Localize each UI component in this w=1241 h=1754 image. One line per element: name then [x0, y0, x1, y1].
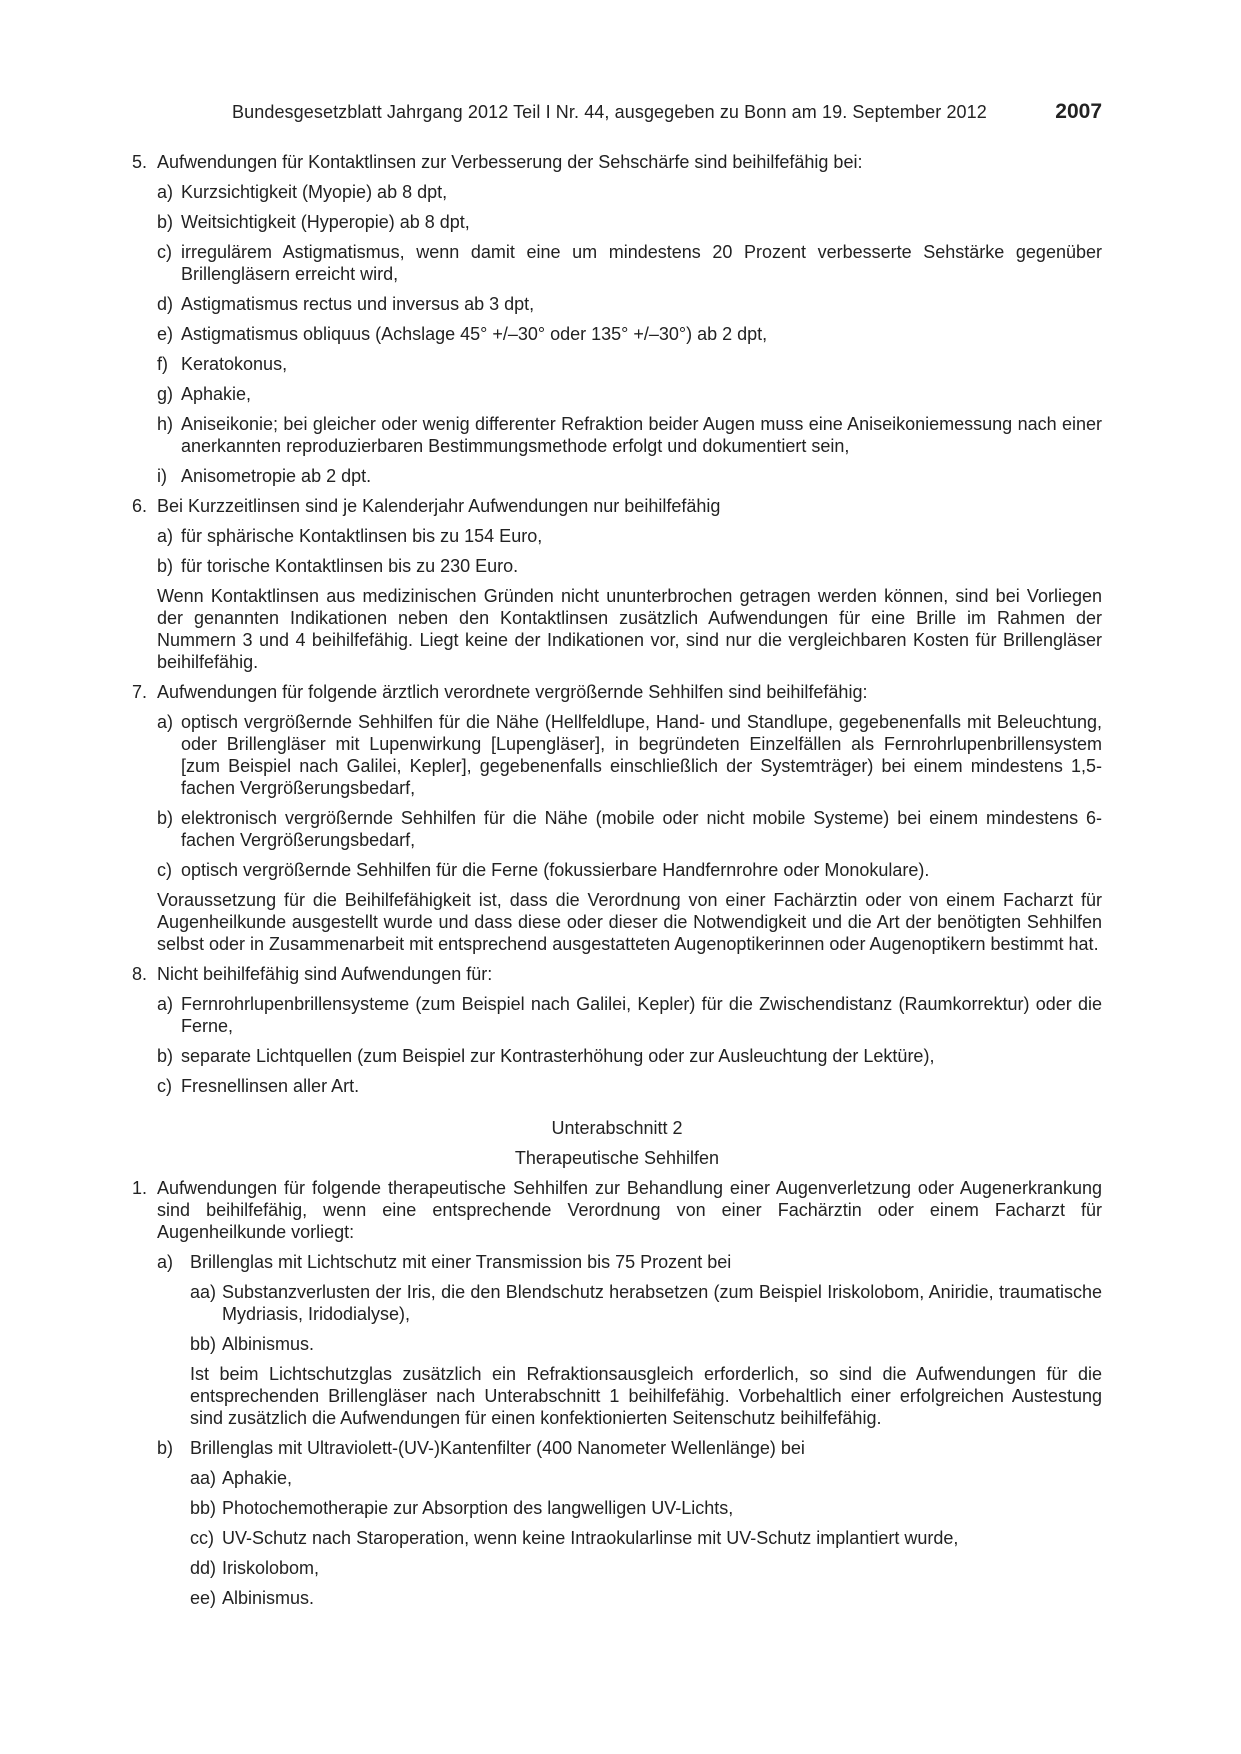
sub-label: d) — [157, 294, 174, 314]
sub-label: i) — [157, 466, 167, 486]
sub-sub-item-dd — [190, 1557, 1102, 1579]
sub-text: für sphärische Kontaktlinsen bis zu 154 Euro, — [181, 526, 543, 546]
sub-sub-text: Iriskolobom, — [222, 1558, 320, 1578]
sub-label: b) — [157, 556, 174, 576]
sub-item-h — [157, 413, 1102, 457]
sub-text: Aniseikonie; bei gleicher oder wenig differenter Refraktion beider Augen muss eine Aniseikoniemessung nach einer anerkannten reproduzierbaren Bestimmungsmethode erfolgt und dokumentiert sein, — [181, 414, 1102, 456]
item-paragraph: Voraussetzung für die Beihilfefähigkeit ist, dass die Verordnung von einer Fachärztin oder von einem Facharzt für Augenheilkunde ausgestellt wurde und dass diese oder dieser die Notwendigkeit und die Art der benötigten Sehhilfen selbst oder in Zusammenarbeit mit entsprechend ausgestatteten Augenoptikerinnen oder Augenoptikern bestimmt hat. — [157, 890, 1102, 954]
sub-label: h) — [157, 414, 174, 434]
section-title: Unterabschnitt 2 — [551, 1118, 683, 1138]
sub-sub-item-ee — [190, 1587, 1102, 1609]
running-head: Bundesgesetzblatt Jahrgang 2012 Teil I Nr. 44, ausgegeben zu Bonn am 19. September 2012 — [232, 102, 987, 122]
sub-text: irregulärem Astigmatismus, wenn damit eine um mindestens 20 Prozent verbesserte Sehstärke gegenüber Brillengläsern erreicht wird, — [181, 242, 1102, 284]
sub-sub-item-aa — [190, 1281, 1102, 1325]
sub-text: elektronisch vergrößernde Sehhilfen für die Nähe (mobile oder nicht mobile Systeme) bei einem mindestens 6-fachen Vergrößerungsbedarf, — [181, 808, 1102, 850]
sub-label: a) — [157, 1252, 174, 1272]
sub-text: optisch vergrößernde Sehhilfen für die Nähe (Hellfeldlupe, Hand- und Standlupe, gegebenenfalls mit Beleuchtung, oder Brillengläser mit Lupenwirkung [Lupengläser], in begründeten Einzelfällen als Fernrohrlupenbrillensystem [zum Beispiel nach Galilei, Kepler], gegebenenfalls einschließlich der Systemträger) bei einem mindestens 1,5-fachen Vergrößerungsbedarf, — [181, 712, 1102, 798]
sub-label: b) — [157, 212, 174, 232]
sub-sub-label: aa) — [190, 1468, 217, 1488]
sub-item-b — [157, 1437, 1102, 1609]
list-item-7 — [132, 681, 1102, 955]
sub-item-c — [157, 241, 1102, 285]
item-text: Aufwendungen für folgende ärztlich verordnete vergrößernde Sehhilfen sind beihilfefähig: — [157, 682, 868, 702]
sub-text: für torische Kontaktlinsen bis zu 230 Euro. — [181, 556, 519, 576]
sub-label: b) — [157, 1438, 174, 1458]
sub-sub-label: aa) — [190, 1282, 217, 1302]
sub-label: c) — [157, 1076, 172, 1096]
sub-sub-item-bb — [190, 1497, 1102, 1519]
item-text: Bei Kurzzeitlinsen sind je Kalenderjahr Aufwendungen nur beihilfefähig — [157, 496, 721, 516]
sub-item-f — [157, 353, 1102, 375]
sub-label: c) — [157, 860, 172, 880]
sub-text: Brillenglas mit Ultraviolett-(UV-)Kantenfilter (400 Nanometer Wellenlänge) bei — [190, 1438, 805, 1458]
sub-item-a — [157, 993, 1102, 1037]
item-text: Aufwendungen für Kontaktlinsen zur Verbesserung der Sehschärfe sind beihilfefähig bei: — [157, 152, 863, 172]
sub-text: optisch vergrößernde Sehhilfen für die Ferne (fokussierbare Handfernrohre oder Monokulare). — [181, 860, 930, 880]
sub-sub-label: dd) — [190, 1558, 217, 1578]
sub-sub-text: Albinismus. — [222, 1334, 315, 1354]
sub-sub-label: ee) — [190, 1588, 217, 1608]
sub-item-c — [157, 1075, 1102, 1097]
list-item-5 — [132, 151, 1102, 487]
sub-label: b) — [157, 808, 174, 828]
section2-list-item-1 — [132, 1177, 1102, 1609]
sub-item-a — [157, 1251, 1102, 1429]
sub-item-b — [157, 555, 1102, 577]
sub-label: a) — [157, 526, 174, 546]
sub-sub-text: Aphakie, — [222, 1468, 293, 1488]
item-paragraph: Wenn Kontaktlinsen aus medizinischen Gründen nicht ununterbrochen getragen werden können, sind bei Vorliegen der genannten Indikationen neben den Kontaktlinsen zusätzlich Aufwendungen für eine Brille im Rahmen der Nummern 3 und 4 beihilfefähig. Liegt keine der Indikationen vor, sind nur die vergleichbaren Kosten für Brillengläser beihilfefähig. — [157, 586, 1102, 672]
sub-text: Brillenglas mit Lichtschutz mit einer Transmission bis 75 Prozent bei — [190, 1252, 732, 1272]
item-number: 8. — [132, 964, 148, 984]
sub-text: Aphakie, — [181, 384, 252, 404]
sub-label: b) — [157, 1046, 174, 1066]
sub-text: Fernrohrlupenbrillensysteme (zum Beispiel nach Galilei, Kepler) für die Zwischendistanz (Raumkorrektur) oder die Ferne, — [181, 994, 1102, 1036]
sub-label: e) — [157, 324, 174, 344]
sub-text: Keratokonus, — [181, 354, 288, 374]
sub-label: f) — [157, 354, 168, 374]
sub-item-e — [157, 323, 1102, 345]
item-number: 7. — [132, 682, 148, 702]
document-body — [132, 151, 1102, 1617]
list-item-8 — [132, 963, 1102, 1097]
list-item-6 — [132, 495, 1102, 673]
sub-label: a) — [157, 712, 174, 732]
sub-item-a — [157, 181, 1102, 203]
sub-item-b — [157, 211, 1102, 233]
sub-text: Weitsichtigkeit (Hyperopie) ab 8 dpt, — [181, 212, 470, 232]
sub-label: a) — [157, 994, 174, 1014]
sub-text: Fresnellinsen aller Art. — [181, 1076, 360, 1096]
sub-text: separate Lichtquellen (zum Beispiel zur Kontrasterhöhung oder zur Ausleuchtung der Lektüre), — [181, 1046, 935, 1066]
sub-paragraph: Ist beim Lichtschutzglas zusätzlich ein Refraktionsausgleich erforderlich, so sind die Aufwendungen für die entsprechenden Brillengläser nach Unterabschnitt 1 beihilfefähig. Vorbehaltlich einer erfolgreichen Austestung sind zusätzlich die Aufwendungen für einen konfektionierten Seitenschutz beihilfefähig. — [190, 1364, 1102, 1428]
sub-sub-label: bb) — [190, 1498, 217, 1518]
item-number: 5. — [132, 152, 148, 172]
sub-item-a — [157, 525, 1102, 547]
sub-item-b — [157, 807, 1102, 851]
sub-sub-item-aa — [190, 1467, 1102, 1489]
sub-sub-text: Photochemotherapie zur Absorption des langwelligen UV-Lichts, — [222, 1498, 734, 1518]
page-number: 2007 — [1055, 100, 1102, 123]
sub-label: g) — [157, 384, 174, 404]
sub-item-i — [157, 465, 1102, 487]
sub-item-a — [157, 711, 1102, 799]
sub-text: Kurzsichtigkeit (Myopie) ab 8 dpt, — [181, 182, 448, 202]
item-text: Nicht beihilfefähig sind Aufwendungen für: — [157, 964, 493, 984]
sub-item-g — [157, 383, 1102, 405]
sub-sub-text: UV-Schutz nach Staroperation, wenn keine Intraokularlinse mit UV-Schutz implantiert wurde, — [222, 1528, 959, 1548]
item-text: Aufwendungen für folgende therapeutische Sehhilfen zur Behandlung einer Augenverletzung oder Augenerkrankung sind beihilfefähig, wenn eine entsprechende Verordnung von einer Fachärztin oder einem Facharzt für Augenheilkunde vorliegt: — [157, 1178, 1102, 1242]
sub-sub-item-bb — [190, 1333, 1102, 1355]
sub-label: a) — [157, 182, 174, 202]
item-number: 6. — [132, 496, 148, 516]
item-number: 1. — [132, 1178, 148, 1198]
sub-text: Anisometropie ab 2 dpt. — [181, 466, 372, 486]
sub-sub-label: cc) — [190, 1528, 214, 1548]
page-header — [232, 100, 1102, 126]
sub-item-b — [157, 1045, 1102, 1067]
sub-item-c — [157, 859, 1102, 881]
sub-text: Astigmatismus obliquus (Achslage 45° +/–30° oder 135° +/–30°) ab 2 dpt, — [181, 324, 768, 344]
sub-sub-label: bb) — [190, 1334, 217, 1354]
sub-sub-text: Albinismus. — [222, 1588, 315, 1608]
sub-item-d — [157, 293, 1102, 315]
sub-sub-text: Substanzverlusten der Iris, die den Blendschutz herabsetzen (zum Beispiel Iriskolobom, Aniridie, traumatische Mydriasis, Iridodialyse), — [222, 1282, 1102, 1324]
section-subtitle: Therapeutische Sehhilfen — [514, 1148, 720, 1168]
sub-sub-item-cc — [190, 1527, 1102, 1549]
sub-label: c) — [157, 242, 172, 262]
sub-text: Astigmatismus rectus und inversus ab 3 dpt, — [181, 294, 535, 314]
